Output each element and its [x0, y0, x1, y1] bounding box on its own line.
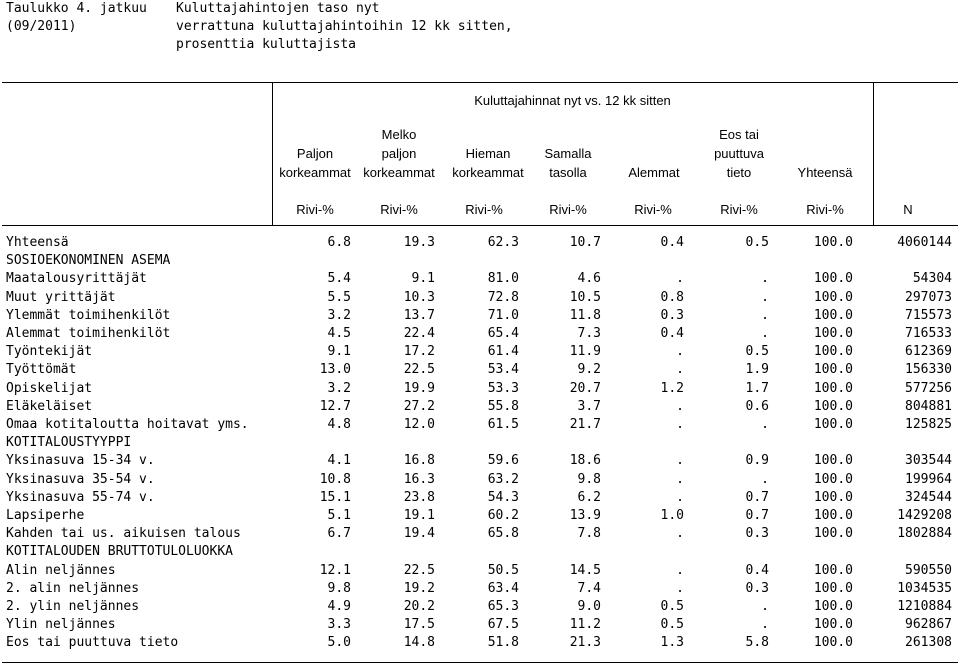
table-cell: 22.5 — [403, 563, 435, 578]
table-cell: 100.0 — [813, 508, 853, 523]
column-header-4-line-1: Samalla — [544, 146, 592, 161]
row-label: Ylemmät toimihenkilöt — [6, 308, 171, 323]
unit-label-8: N — [903, 202, 913, 217]
table-cell: 59.6 — [487, 453, 519, 468]
table-cell: 100.0 — [813, 635, 853, 650]
table-cell: 0.5 — [660, 599, 684, 614]
table-cell: . — [676, 581, 684, 596]
column-header-4-line-2: tasolla — [549, 165, 587, 180]
column-header-6-line-3: tieto — [726, 165, 752, 180]
table-cell: 715573 — [905, 308, 952, 323]
title-line-3: prosenttia kuluttajista — [176, 37, 357, 52]
table-cell: 3.7 — [577, 399, 601, 414]
table-cell: . — [676, 417, 684, 432]
table-cell: . — [676, 472, 684, 487]
table-cell: . — [761, 290, 769, 305]
row-label: Eläkeläiset — [6, 399, 93, 414]
table-cell: 3.2 — [327, 308, 351, 323]
table-cell: . — [761, 472, 769, 487]
section-heading: KOTITALOUSTYYPPI — [6, 435, 132, 450]
table-cell: 11.2 — [569, 617, 601, 632]
row-label: Työttömät — [6, 362, 77, 377]
table-cell: 1.9 — [745, 362, 769, 377]
table-cell: 11.9 — [569, 344, 601, 359]
table-cell: 54304 — [912, 271, 952, 286]
table-cell: . — [761, 326, 769, 341]
table-cell: 100.0 — [813, 362, 853, 377]
section-heading: KOTITALOUDEN BRUTTOTULOLUOKKA — [6, 544, 233, 559]
unit-label-2: Rivi-% — [380, 202, 418, 217]
table-cell: 19.3 — [403, 235, 435, 250]
table-cell: 6.7 — [327, 526, 351, 541]
unit-label-5: Rivi-% — [634, 202, 672, 217]
table-cell: 303544 — [905, 453, 952, 468]
table-cell: 4.6 — [577, 271, 601, 286]
table-cell: 10.3 — [403, 290, 435, 305]
unit-label-7: Rivi-% — [806, 202, 844, 217]
table-cell: 1.7 — [745, 381, 769, 396]
table-cell: 61.4 — [487, 344, 519, 359]
table-cell: . — [676, 490, 684, 505]
table-cell: 716533 — [905, 326, 952, 341]
table-cell: 13.0 — [319, 362, 351, 377]
table-number: Taulukko 4. jatkuu — [6, 1, 147, 16]
table-cell: 17.2 — [403, 344, 435, 359]
table-cell: 65.3 — [487, 599, 519, 614]
table-cell: 261308 — [905, 635, 952, 650]
table-cell: 3.3 — [327, 617, 351, 632]
column-header-3-line-2: korkeammat — [452, 165, 524, 180]
row-label: Alemmat toimihenkilöt — [6, 326, 171, 341]
table-cell: 13.7 — [403, 308, 435, 323]
table-cell: . — [761, 308, 769, 323]
table-cell: 100.0 — [813, 526, 853, 541]
row-label: Työntekijät — [6, 344, 93, 359]
table-cell: 22.5 — [403, 362, 435, 377]
table-cell: 54.3 — [487, 490, 519, 505]
table-cell: 14.5 — [569, 563, 601, 578]
table-cell: 18.6 — [569, 453, 601, 468]
table-cell: 199964 — [905, 472, 952, 487]
period: (09/2011) — [6, 19, 77, 34]
table-cell: 81.0 — [487, 271, 519, 286]
table-cell: 51.8 — [487, 635, 519, 650]
table-cell: 100.0 — [813, 271, 853, 286]
column-header-1-line-1: Paljon — [296, 146, 334, 161]
table-cell: . — [676, 526, 684, 541]
table-cell: 0.3 — [745, 581, 769, 596]
row-label: Alin neljännes — [6, 563, 116, 578]
unit-label-4: Rivi-% — [549, 202, 587, 217]
table-cell: . — [676, 453, 684, 468]
table-cell: 12.7 — [319, 399, 351, 414]
table-cell: 50.5 — [487, 563, 519, 578]
table-cell: 100.0 — [813, 472, 853, 487]
table-cell: 16.8 — [403, 453, 435, 468]
table-cell: 324544 — [905, 490, 952, 505]
table-cell: 21.3 — [569, 635, 601, 650]
table-cell: 1.3 — [660, 635, 684, 650]
table-cell: 16.3 — [403, 472, 435, 487]
column-header-2-line-1: Melko — [381, 127, 417, 142]
row-label: Eos tai puuttuva tieto — [6, 635, 179, 650]
table-cell: 19.9 — [403, 381, 435, 396]
row-label: Yhteensä — [6, 235, 69, 250]
unit-label-6: Rivi-% — [720, 202, 758, 217]
column-header-6-line-1: Eos tai — [719, 127, 759, 142]
row-label: Yksinasuva 15-34 v. — [6, 453, 155, 468]
row-label: 2. ylin neljännes — [6, 599, 140, 614]
table-cell: 9.8 — [327, 581, 351, 596]
table-cell: 19.1 — [403, 508, 435, 523]
table-cell: 63.4 — [487, 581, 519, 596]
table-cell: 100.0 — [813, 381, 853, 396]
table-cell: 55.8 — [487, 399, 519, 414]
table-cell: 100.0 — [813, 344, 853, 359]
table-cell: 1802884 — [897, 526, 952, 541]
column-header-1-line-2: korkeammat — [279, 165, 351, 180]
table-cell: 297073 — [905, 290, 952, 305]
table-cell: 100.0 — [813, 417, 853, 432]
row-label: Muut yrittäjät — [6, 290, 116, 305]
table-cell: . — [761, 417, 769, 432]
table-cell: 0.9 — [745, 453, 769, 468]
row-label: Opiskelijat — [6, 381, 93, 396]
table-cell: 9.1 — [327, 344, 351, 359]
table-cell: 7.8 — [577, 526, 601, 541]
table-cell: 62.3 — [487, 235, 519, 250]
table-cell: . — [761, 271, 769, 286]
header-bottom-rule — [2, 225, 958, 226]
row-label: Lapsiperhe — [6, 508, 85, 523]
row-label: Ylin neljännes — [6, 617, 116, 632]
table-cell: 12.1 — [319, 563, 351, 578]
table-cell: 612369 — [905, 344, 952, 359]
table-cell: 60.2 — [487, 508, 519, 523]
row-label: Yksinasuva 55-74 v. — [6, 490, 155, 505]
table-cell: 156330 — [905, 362, 952, 377]
table-cell: 13.9 — [569, 508, 601, 523]
table-cell: . — [761, 617, 769, 632]
table-cell: 804881 — [905, 399, 952, 414]
table-cell: 9.8 — [577, 472, 601, 487]
table-cell: 67.5 — [487, 617, 519, 632]
table-cell: 962867 — [905, 617, 952, 632]
table-cell: 53.3 — [487, 381, 519, 396]
unit-label-3: Rivi-% — [465, 202, 503, 217]
table-cell: 100.0 — [813, 326, 853, 341]
table-cell: 65.4 — [487, 326, 519, 341]
table-cell: 19.4 — [403, 526, 435, 541]
row-label: Omaa kotitaloutta hoitavat yms. — [6, 417, 249, 432]
title-line-1: Kuluttajahintojen taso nyt — [176, 1, 380, 16]
table-cell: 53.4 — [487, 362, 519, 377]
table-cell: 0.3 — [660, 308, 684, 323]
table-cell: 100.0 — [813, 290, 853, 305]
table-cell: 4.9 — [327, 599, 351, 614]
table-cell: 6.8 — [327, 235, 351, 250]
table-cell: 100.0 — [813, 563, 853, 578]
table-cell: 1210884 — [897, 599, 952, 614]
table-cell: 27.2 — [403, 399, 435, 414]
table-cell: 71.0 — [487, 308, 519, 323]
table-cell: 100.0 — [813, 617, 853, 632]
table-cell: 1.0 — [660, 508, 684, 523]
table-cell: 21.7 — [569, 417, 601, 432]
table-cell: 100.0 — [813, 235, 853, 250]
table-cell: 100.0 — [813, 453, 853, 468]
table-cell: 0.6 — [745, 399, 769, 414]
title-line-2: verrattuna kuluttajahintoihin 12 kk sitten, — [176, 19, 513, 34]
table-cell: 63.2 — [487, 472, 519, 487]
row-label: Kahden tai us. aikuisen talous — [6, 526, 241, 541]
table-cell: 1429208 — [897, 508, 952, 523]
table-cell: 0.4 — [745, 563, 769, 578]
table-cell: 1.2 — [660, 381, 684, 396]
table-cell: 0.4 — [660, 235, 684, 250]
table-cell: 5.4 — [327, 271, 351, 286]
row-label: Yksinasuva 35-54 v. — [6, 472, 155, 487]
table-cell: 1034535 — [897, 581, 952, 596]
table-cell: 0.3 — [745, 526, 769, 541]
table-cell: 10.7 — [569, 235, 601, 250]
table-cell: 4.8 — [327, 417, 351, 432]
table-cell: 9.2 — [577, 362, 601, 377]
table-cell: 0.7 — [745, 490, 769, 505]
table-cell: 577256 — [905, 381, 952, 396]
table-cell: 100.0 — [813, 581, 853, 596]
table-cell: 5.1 — [327, 508, 351, 523]
table-cell: 4.1 — [327, 453, 351, 468]
table-cell: 9.1 — [411, 271, 435, 286]
table-cell: 72.8 — [487, 290, 519, 305]
table-bottom-rule — [2, 662, 958, 663]
table-cell: . — [761, 599, 769, 614]
table-cell: 19.2 — [403, 581, 435, 596]
table-cell: 100.0 — [813, 399, 853, 414]
column-header-2-line-3: korkeammat — [363, 165, 435, 180]
row-label: Maatalousyrittäjät — [6, 271, 147, 286]
table-cell: 17.5 — [403, 617, 435, 632]
table-cell: 20.7 — [569, 381, 601, 396]
table-cell: 4060144 — [897, 235, 952, 250]
table-cell: 12.0 — [403, 417, 435, 432]
section-heading: SOSIOEKONOMINEN ASEMA — [6, 253, 171, 268]
table-cell: 0.5 — [745, 235, 769, 250]
table-cell: 125825 — [905, 417, 952, 432]
table-cell: 20.2 — [403, 599, 435, 614]
table-cell: 5.5 — [327, 290, 351, 305]
table-cell: 590550 — [905, 563, 952, 578]
table-cell: 5.0 — [327, 635, 351, 650]
table-cell: 22.4 — [403, 326, 435, 341]
table-cell: 100.0 — [813, 599, 853, 614]
table-cell: . — [676, 563, 684, 578]
table-cell: 15.1 — [319, 490, 351, 505]
table-cell: . — [676, 399, 684, 414]
table-cell: 10.5 — [569, 290, 601, 305]
table-cell: 0.5 — [745, 344, 769, 359]
table-cell: . — [676, 271, 684, 286]
table-cell: 0.5 — [660, 617, 684, 632]
row-label: 2. alin neljännes — [6, 581, 140, 596]
column-header-5-line-1: Alemmat — [628, 165, 680, 180]
table-cell: 65.8 — [487, 526, 519, 541]
table-cell: 3.2 — [327, 381, 351, 396]
table-cell: 11.8 — [569, 308, 601, 323]
column-header-6-line-2: puuttuva — [714, 146, 764, 161]
table-cell: 0.7 — [745, 508, 769, 523]
group-header: Kuluttajahinnat nyt vs. 12 kk sitten — [474, 93, 671, 108]
table-cell: 100.0 — [813, 490, 853, 505]
column-header-3-line-1: Hieman — [465, 146, 511, 161]
unit-label-1: Rivi-% — [296, 202, 334, 217]
table-cell: 100.0 — [813, 308, 853, 323]
column-header-7-line-1: Yhteensä — [797, 165, 853, 180]
table-cell: 0.4 — [660, 326, 684, 341]
table-cell: 5.8 — [745, 635, 769, 650]
table-cell: 6.2 — [577, 490, 601, 505]
table-cell: 9.0 — [577, 599, 601, 614]
table-cell: 10.8 — [319, 472, 351, 487]
table-cell: 7.3 — [577, 326, 601, 341]
table-cell: . — [676, 344, 684, 359]
table-cell: 61.5 — [487, 417, 519, 432]
table-cell: 4.5 — [327, 326, 351, 341]
table-top-rule — [2, 82, 958, 83]
table-cell: 0.8 — [660, 290, 684, 305]
table-cell: 14.8 — [403, 635, 435, 650]
table-cell: 7.4 — [577, 581, 601, 596]
column-header-2-line-2: paljon — [381, 146, 417, 161]
table-cell: 23.8 — [403, 490, 435, 505]
table-cell: . — [676, 362, 684, 377]
